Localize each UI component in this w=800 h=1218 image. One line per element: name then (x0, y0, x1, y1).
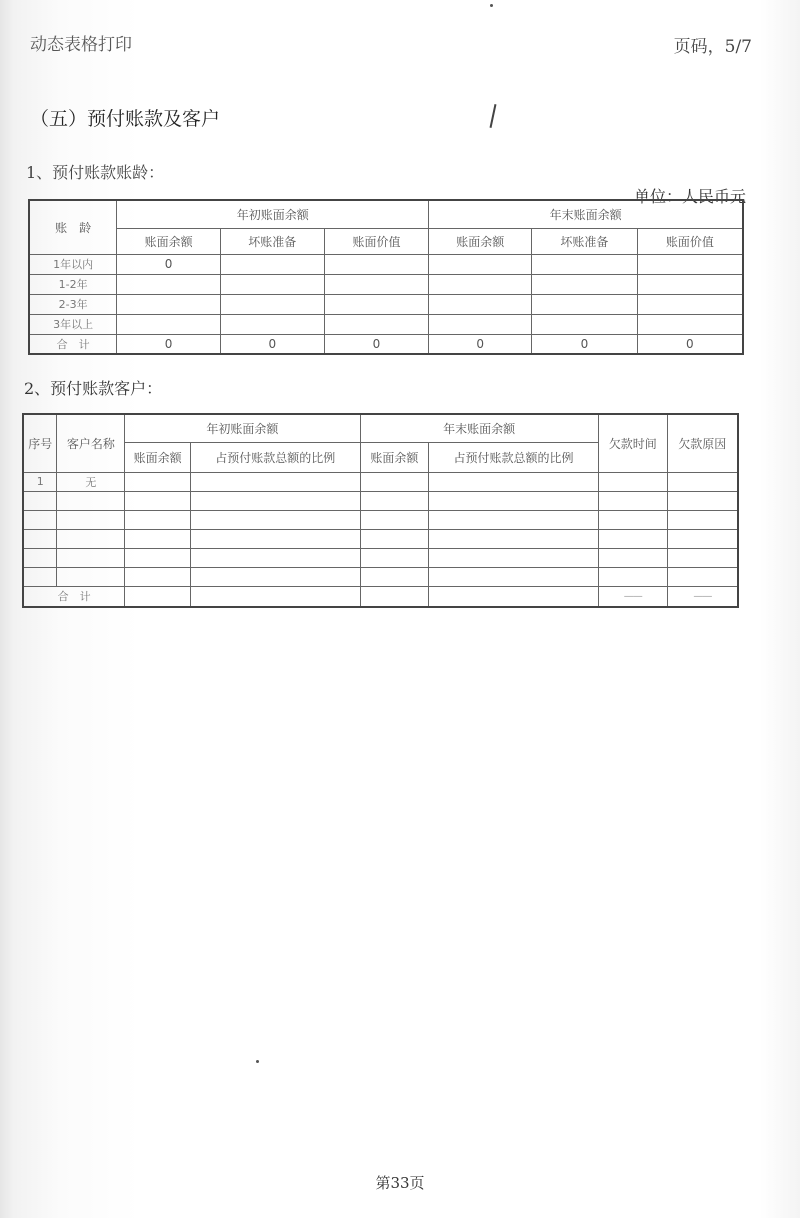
cell (324, 314, 429, 334)
col-header: 占预付账款总额的比例 (429, 442, 598, 472)
cell (598, 529, 667, 548)
cell (57, 548, 125, 567)
row-label: 1-2年 (29, 274, 117, 294)
cell (360, 548, 429, 567)
cell (360, 510, 429, 529)
row-label: 1年以内 (29, 254, 117, 274)
header-title: 动态表格打印 (30, 35, 132, 55)
cell (23, 529, 57, 548)
cell (598, 548, 667, 567)
cell (429, 548, 598, 567)
end-balance-group-header: 年末账面余额 (360, 414, 598, 442)
cell (667, 491, 738, 510)
table-row (23, 491, 738, 510)
col-header: 账面余额 (429, 228, 532, 254)
page-footer: 第33页 (375, 1174, 425, 1192)
customers-subtitle: 2、预付账款客户： (24, 379, 163, 398)
cell (532, 274, 638, 294)
cell (429, 254, 532, 274)
cell (324, 274, 429, 294)
cell (598, 472, 667, 491)
cell (220, 314, 324, 334)
cell (191, 586, 360, 607)
cell: 0 (117, 254, 221, 274)
table-row (23, 529, 738, 548)
cell (324, 294, 429, 314)
row-label: 2-3年 (29, 294, 117, 314)
cell (532, 294, 638, 314)
header-page-number: 页码，5/7 (673, 37, 752, 57)
cell (23, 567, 57, 586)
cell (191, 491, 360, 510)
cell (125, 567, 191, 586)
scan-speck (490, 4, 493, 7)
cell (429, 314, 532, 334)
cell (191, 510, 360, 529)
cell (57, 491, 125, 510)
cell (191, 548, 360, 567)
cell (125, 529, 191, 548)
cell: 0 (324, 334, 429, 354)
total-label: 合 计 (23, 586, 125, 607)
cell (637, 254, 743, 274)
table-row (23, 548, 738, 567)
end-balance-group-header: 年末账面余额 (429, 200, 743, 228)
cell (125, 491, 191, 510)
aging-header: 账 龄 (29, 200, 117, 254)
cell (429, 586, 598, 607)
total-row (23, 586, 738, 607)
cell (532, 254, 638, 274)
table-row (23, 510, 738, 529)
col-header: 占预付账款总额的比例 (191, 442, 360, 472)
col-header: 账面余额 (125, 442, 191, 472)
cell (125, 586, 191, 607)
cell (637, 314, 743, 334)
cell (57, 529, 125, 548)
cell (360, 529, 429, 548)
cell (125, 548, 191, 567)
cell (429, 529, 598, 548)
col-header: 账面价值 (637, 228, 743, 254)
cell (125, 472, 191, 491)
table-row (29, 294, 743, 314)
cell (360, 472, 429, 491)
total-reason-dash: —— (667, 586, 738, 607)
table-row (23, 472, 738, 491)
table-row (23, 567, 738, 586)
cell (360, 586, 429, 607)
cell (429, 274, 532, 294)
currency-unit: 单位：人民币元 (633, 187, 746, 206)
cell: 0 (429, 334, 532, 354)
cell (667, 567, 738, 586)
cell (117, 314, 221, 334)
cell (191, 567, 360, 586)
aging-table (28, 199, 744, 355)
section-title: （五）预付账款及客户 (30, 108, 221, 130)
customers-table (22, 413, 739, 608)
cell (667, 472, 738, 491)
cell (324, 254, 429, 274)
pen-mark (490, 104, 497, 128)
cell (125, 510, 191, 529)
scan-speck (256, 1060, 259, 1063)
cell (598, 510, 667, 529)
seq-cell: 1 (23, 472, 57, 491)
cell (23, 491, 57, 510)
seq-header: 序号 (23, 414, 57, 472)
cell (598, 491, 667, 510)
cell (360, 491, 429, 510)
table-row (29, 274, 743, 294)
customer-name-header: 客户名称 (57, 414, 125, 472)
cell (429, 491, 598, 510)
cell (429, 510, 598, 529)
table-row (29, 254, 743, 274)
cell (429, 294, 532, 314)
cell (667, 529, 738, 548)
cell (57, 510, 125, 529)
cell (23, 548, 57, 567)
col-header: 账面余额 (360, 442, 429, 472)
cell (23, 510, 57, 529)
cell: 0 (117, 334, 221, 354)
cell (220, 294, 324, 314)
cell (360, 567, 429, 586)
col-header: 账面价值 (324, 228, 429, 254)
cell (220, 274, 324, 294)
total-time-dash: —— (598, 586, 667, 607)
cell (667, 510, 738, 529)
cell (598, 567, 667, 586)
cell (532, 314, 638, 334)
cell (637, 294, 743, 314)
cell (117, 274, 221, 294)
cell (220, 254, 324, 274)
cell (191, 529, 360, 548)
col-header: 坏账准备 (532, 228, 638, 254)
customer-name-cell: 无 (57, 472, 125, 491)
row-label: 3年以上 (29, 314, 117, 334)
cell: 0 (532, 334, 638, 354)
table-row (29, 314, 743, 334)
row-label: 合 计 (29, 334, 117, 354)
begin-balance-group-header: 年初账面余额 (117, 200, 429, 228)
debt-time-header: 欠款时间 (598, 414, 667, 472)
cell (667, 548, 738, 567)
cell (191, 472, 360, 491)
debt-reason-header: 欠款原因 (667, 414, 738, 472)
cell: 0 (220, 334, 324, 354)
begin-balance-group-header: 年初账面余额 (125, 414, 360, 442)
cell (637, 274, 743, 294)
cell (429, 567, 598, 586)
total-row (29, 334, 743, 354)
col-header: 账面余额 (117, 228, 221, 254)
cell (117, 294, 221, 314)
cell (57, 567, 125, 586)
aging-subtitle: 1、预付账款账龄： (26, 163, 165, 182)
cell: 0 (637, 334, 743, 354)
col-header: 坏账准备 (220, 228, 324, 254)
cell (429, 472, 598, 491)
